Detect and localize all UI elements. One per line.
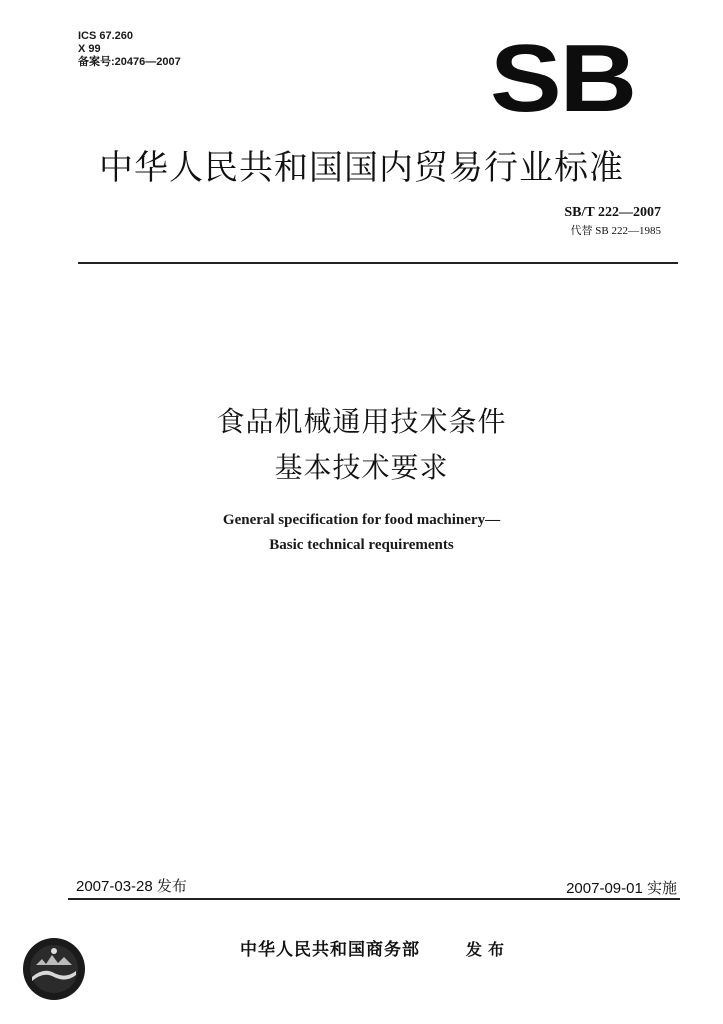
top-divider — [78, 262, 678, 264]
ministry-emblem-icon — [22, 937, 86, 1001]
title-en-line2: Basic technical requirements — [269, 537, 454, 553]
implementation-date: 2007-09-01 实施 — [566, 880, 677, 897]
ics-code: ICS 67.260 — [78, 30, 134, 42]
filing-number: 备案号:20476—2007 — [78, 56, 181, 68]
classification-block — [78, 30, 181, 69]
issue-date: 2007-03-28 发布 — [76, 878, 187, 895]
title-en-line1: General specification for food machinery— — [222, 512, 501, 528]
ministry-name: 中华人民共和国商务部 — [240, 940, 420, 960]
title-cn-line1: 食品机械通用技术条件 — [216, 405, 507, 438]
title-cn-line2: 基本技术要求 — [274, 451, 449, 484]
replaces-standard: 代替 SB 222—1985 — [570, 225, 661, 237]
sb-logo: SB — [490, 25, 635, 132]
bottom-divider — [68, 898, 680, 900]
standard-number: SB/T 222—2007 — [564, 205, 661, 220]
organization-title: 中华人民共和国国内贸易行业标准 — [99, 148, 624, 188]
publish-label: 发布 — [466, 940, 511, 959]
ccs-code: X 99 — [78, 43, 101, 55]
